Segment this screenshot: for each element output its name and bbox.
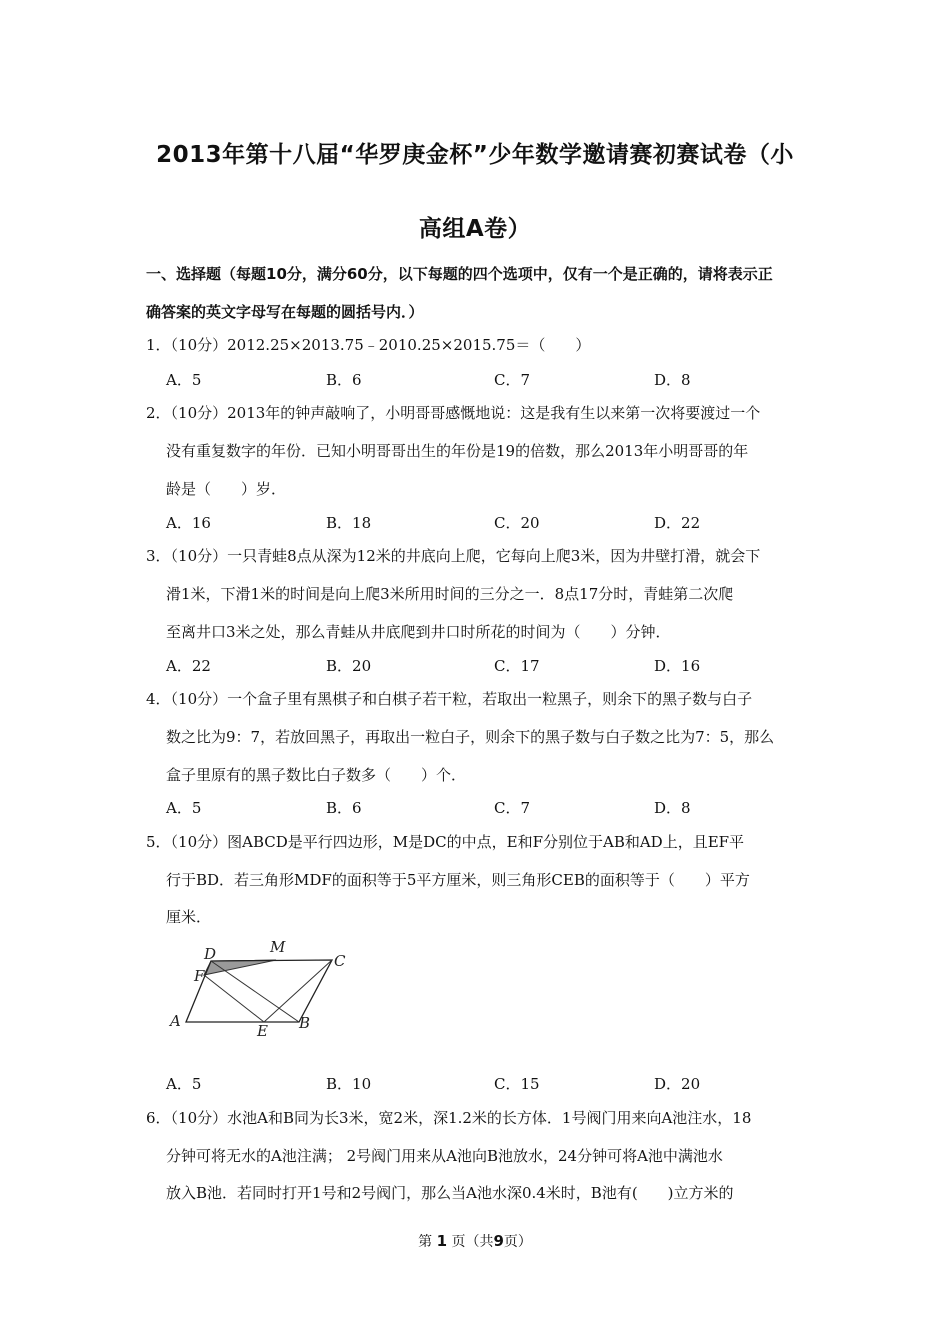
question-2-options bbox=[166, 512, 766, 536]
option-a[interactable]: A．22 bbox=[166, 657, 211, 675]
option-c[interactable]: C．7 bbox=[494, 799, 531, 817]
footer-suffix: 页） bbox=[503, 1234, 532, 1250]
option-d[interactable]: D．22 bbox=[654, 514, 701, 532]
footer-page-number: 1 bbox=[436, 1232, 447, 1250]
option-c[interactable]: C．17 bbox=[494, 657, 540, 675]
label-d: D bbox=[204, 945, 217, 963]
option-d[interactable]: D．8 bbox=[654, 799, 691, 817]
option-b[interactable]: B．20 bbox=[326, 657, 372, 675]
segment-ec bbox=[264, 960, 332, 1022]
question-3-line-3: 至离井口3米之处，那么青蛙从井底爬到井口时所花的时间为（ ）分钟． bbox=[166, 623, 671, 641]
parallelogram-abcd bbox=[186, 960, 332, 1022]
question-4-options bbox=[166, 797, 766, 821]
question-3-line-2: 滑1米，下滑1米的时间是向上爬3米所用时间的三分之一．8点17分时，青蛙第二次爬 bbox=[166, 585, 734, 603]
question-4-line-2: 数之比为9：7，若放回黑子，再取出一粒白子，则余下的黑子数与白子数之比为7：5，那么 bbox=[166, 728, 775, 746]
label-b: B bbox=[299, 1014, 311, 1032]
label-e: E bbox=[257, 1022, 268, 1040]
option-c[interactable]: C．20 bbox=[494, 514, 540, 532]
exam-title-line1: 2013年第十八届“华罗庚金杯”少年数学邀请赛初赛试卷（小 bbox=[156, 142, 794, 168]
question-5-line-1: 5．（10分）图ABCD是平行四边形，M是DC的中点，E和F分别位于AB和AD上，且EF平 bbox=[146, 833, 745, 851]
label-f: F bbox=[194, 967, 205, 985]
page-footer bbox=[0, 1231, 950, 1251]
parallelogram-figure bbox=[166, 936, 356, 1046]
option-c[interactable]: C．15 bbox=[494, 1075, 540, 1093]
option-d[interactable]: D．20 bbox=[654, 1075, 701, 1093]
option-a[interactable]: A．5 bbox=[166, 1075, 202, 1093]
question-6-line-1: 6．（10分）水池A和B同为长3米，宽2米，深1.2米的长方体．1号阀门用来向A池注水，18 bbox=[146, 1109, 752, 1127]
question-1-line-1: 1．（10分）2012.25×2013.75﹣2010.25×2015.75＝（ ） bbox=[146, 336, 591, 354]
question-5-options bbox=[166, 1073, 766, 1097]
question-2-line-2: 没有重复数字的年份．已知小明哥哥出生的年份是19的倍数，那么2013年小明哥哥的年 bbox=[166, 442, 749, 460]
option-a[interactable]: A．16 bbox=[166, 514, 211, 532]
footer-middle: 页（共 bbox=[451, 1234, 494, 1250]
question-5-line-3: 厘米． bbox=[166, 908, 212, 926]
label-m: M bbox=[270, 938, 286, 956]
question-6-line-2: 分钟可将无水的A池注满； 2号阀门用来从A池向B池放水，24分钟可将A池中满池水 bbox=[166, 1147, 723, 1165]
label-c: C bbox=[334, 952, 346, 970]
option-a[interactable]: A．5 bbox=[166, 799, 202, 817]
footer-prefix: 第 bbox=[418, 1234, 433, 1250]
option-d[interactable]: D．8 bbox=[654, 371, 691, 389]
option-b[interactable]: B．10 bbox=[326, 1075, 372, 1093]
question-1-options bbox=[166, 369, 766, 393]
question-2-line-3: 龄是（ ）岁． bbox=[166, 480, 287, 498]
section-heading-line1: 一、选择题（每题10分，满分60分，以下每题的四个选项中，仅有一个是正确的，请将表示正 bbox=[146, 265, 773, 283]
option-a[interactable]: A．5 bbox=[166, 371, 202, 389]
question-6-line-3: 放入B池．若同时打开1号和2号阀门，那么当A池水深0.4米时，B池有( )立方米的 bbox=[166, 1184, 734, 1202]
label-a: A bbox=[170, 1012, 181, 1030]
question-5-line-2: 行于BD．若三角形MDF的面积等于5平方厘米，则三角形CEB的面积等于（ ）平方 bbox=[166, 871, 750, 889]
option-b[interactable]: B．6 bbox=[326, 371, 362, 389]
option-b[interactable]: B．6 bbox=[326, 799, 362, 817]
section-heading-line2: 确答案的英文字母写在每题的圆括号内．） bbox=[146, 303, 424, 321]
option-c[interactable]: C．7 bbox=[494, 371, 531, 389]
question-2-line-1: 2．（10分）2013年的钟声敲响了，小明哥哥感慨地说：这是我有生以来第一次将要渡过一个 bbox=[146, 404, 761, 422]
question-4-line-1: 4．（10分）一个盒子里有黑棋子和白棋子若干粒，若取出一粒黑子，则余下的黑子数与白子 bbox=[146, 690, 753, 708]
exam-title-line2: 高组A卷） bbox=[418, 216, 532, 242]
option-d[interactable]: D．16 bbox=[654, 657, 701, 675]
option-b[interactable]: B．18 bbox=[326, 514, 372, 532]
question-4-line-3: 盒子里原有的黑子数比白子数多（ ）个． bbox=[166, 766, 467, 784]
segment-ef bbox=[204, 975, 264, 1022]
footer-total-pages: 9 bbox=[493, 1232, 504, 1250]
question-3-line-1: 3．（10分）一只青蛙8点从深为12米的井底向上爬，它每向上爬3米，因为井壁打滑，就会下 bbox=[146, 547, 761, 565]
section-heading bbox=[146, 255, 808, 331]
diagonal-bd bbox=[211, 961, 299, 1022]
question-3-options bbox=[166, 655, 766, 679]
